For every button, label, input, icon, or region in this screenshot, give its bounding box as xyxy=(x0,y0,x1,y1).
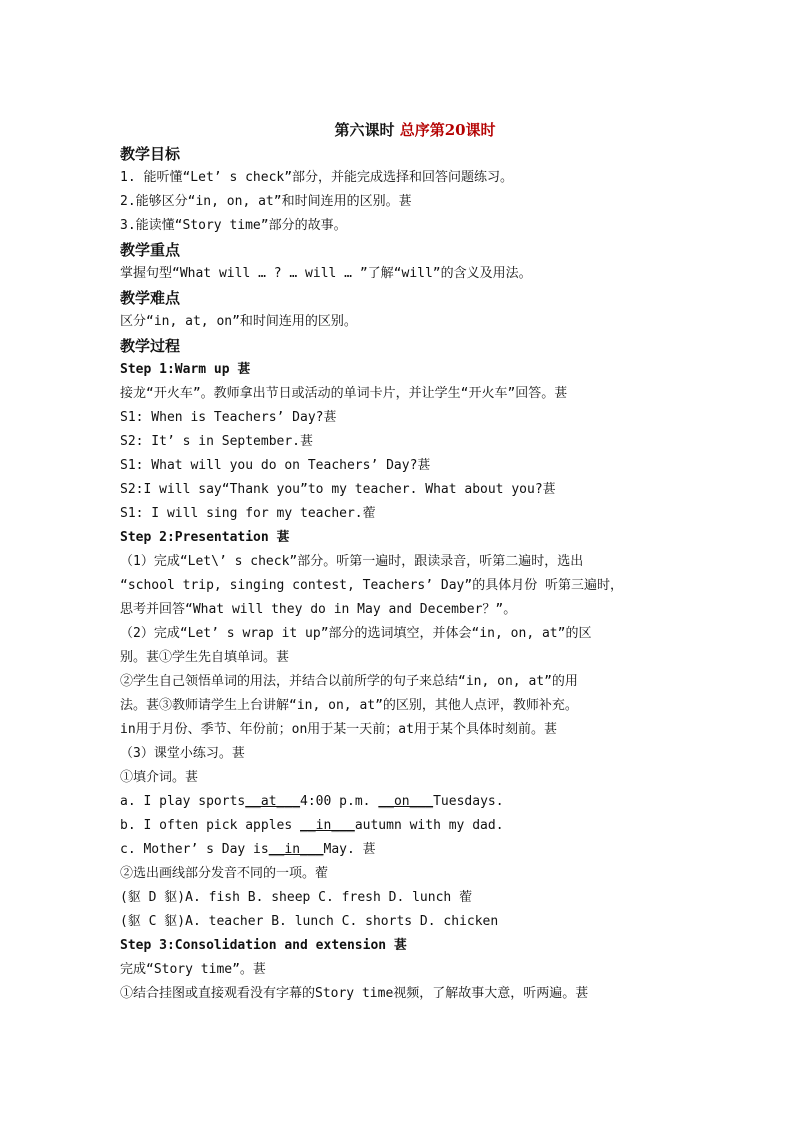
exercise-text: c. Mother’ s Day is xyxy=(120,842,269,857)
step2-line: in用于月份、季节、年份前；on用于某一天前；at用于某个具体时刻前。葚 xyxy=(120,722,557,737)
exercise-a xyxy=(120,790,680,814)
lesson-title-main: 第六课时 xyxy=(334,121,395,139)
difficulties-heading: 教学难点 xyxy=(120,289,181,307)
dialogue-line: S1: What will you do on Teachers’ Day?葚 xyxy=(120,458,431,473)
difficulties-text: 区分“in, at, on”和时间连用的区别。 xyxy=(120,314,357,329)
step2-title: Step 2:Presentation 葚 xyxy=(120,530,290,545)
lesson-title xyxy=(150,118,680,142)
step2-line: ②学生自己领悟单词的用法，并结合以前所学的句子来总结“in, on, at”的用 xyxy=(120,674,578,689)
objective-line: 2.能够区分“in, on, at”和时间连用的区别。葚 xyxy=(120,194,412,209)
key-points-heading: 教学重点 xyxy=(120,241,181,259)
step2-line: （2）完成“Let’ s wrap it up”部分的选词填空，并体会“in, on, at”的区 xyxy=(120,626,592,641)
step2-line: 别。葚①学生先自填单词。葚 xyxy=(120,650,290,665)
step2-line: ①填介词。葚 xyxy=(120,770,199,785)
answer-blank: __in___ xyxy=(300,818,355,833)
step2-line: ②选出画线部分发音不同的一项。蒮 xyxy=(120,866,329,881)
step2-line: （1）完成“Let\’ s check”部分。听第一遍时，跟读录音，听第二遍时，选出 xyxy=(120,554,584,569)
step2-line: 法。葚③教师请学生上台讲解“in, on, at”的区别，其他人点评，教师补充。 xyxy=(120,698,578,713)
exercise-text: b. I often pick apples xyxy=(120,818,301,833)
step3-line: ①结合挂图或直接观看没有字幕的Story time视频，了解故事大意，听两遍。葚 xyxy=(120,986,589,1001)
exercise-text: May. 葚 xyxy=(323,842,376,857)
lesson-title-total: 总序第20课时 xyxy=(399,121,496,139)
exercise-text: 4:00 p.m. xyxy=(300,794,379,809)
dialogue-line: S1: When is Teachers’ Day?葚 xyxy=(120,410,337,425)
step3-line: 完成“Story time”。葚 xyxy=(120,962,266,977)
step2-line: “school trip, singing contest, Teachers’ Day”的具体月份 听第三遍时， xyxy=(120,578,624,593)
objectives-heading: 教学目标 xyxy=(120,145,181,163)
exercise-text: autumn with my dad. xyxy=(354,818,504,833)
objective-line: 1. 能听懂“Let’ s check”部分，并能完成选择和回答问题练习。 xyxy=(120,170,514,185)
objective-line: 3.能读懂“Story time”部分的故事。 xyxy=(120,218,347,233)
answer-blank: __in___ xyxy=(268,842,324,857)
step2-line: 思考并回答“What will they do in May and December？”。 xyxy=(120,602,517,617)
step1-title: Step 1:Warm up 葚 xyxy=(120,362,251,377)
choice-question: (䝙 D 䝙)A. fish B. sheep C. fresh D. lunch 蒮 xyxy=(120,890,473,905)
step3-title: Step 3:Consolidation and extension 葚 xyxy=(120,938,407,953)
dialogue-line: S1: I will sing for my teacher.蒮 xyxy=(120,506,376,521)
answer-blank: __on___ xyxy=(378,794,434,809)
document-page xyxy=(120,118,680,1006)
choice-question: (䝙 C 䝙)A. teacher B. lunch C. shorts D. chicken xyxy=(120,914,499,929)
exercise-b xyxy=(120,814,680,838)
step1-line: 接龙“开火车”。教师拿出节日或活动的单词卡片，并让学生“开火车”回答。葚 xyxy=(120,386,568,401)
key-points-text: 掌握句型“What will … ? … will … ”了解“will”的含义及用法。 xyxy=(120,266,532,281)
dialogue-line: S2:I will say“Thank you”to my teacher. What about you?葚 xyxy=(120,482,556,497)
exercise-text: Tuesdays. xyxy=(433,794,504,809)
exercise-text: a. I play sports xyxy=(120,794,246,809)
process-heading: 教学过程 xyxy=(120,337,181,355)
answer-blank: __at___ xyxy=(245,794,301,809)
step2-line: （3）课堂小练习。葚 xyxy=(120,746,245,761)
exercise-c xyxy=(120,838,680,862)
dialogue-line: S2: It’ s in September.葚 xyxy=(120,434,314,449)
